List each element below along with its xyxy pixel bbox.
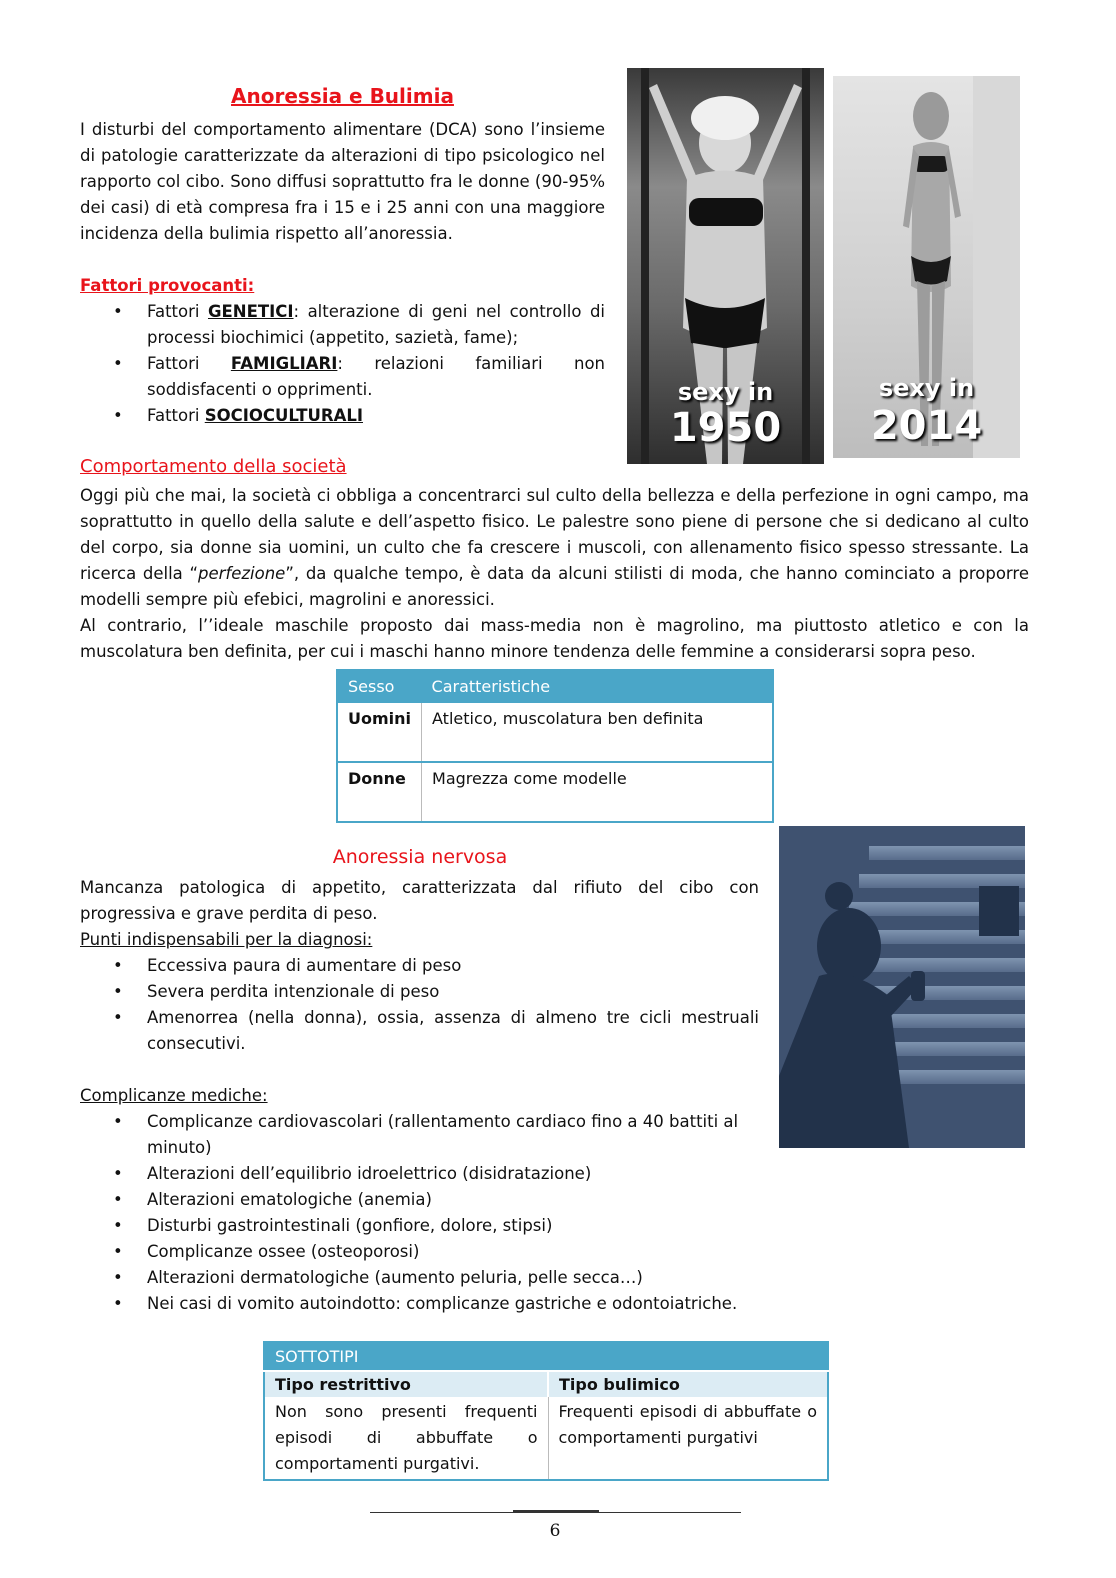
table-header-row bbox=[264, 1371, 828, 1397]
diagnosis-heading: Punti indispensabili per la diagnosi: bbox=[80, 930, 373, 949]
list-item: • Amenorrea (nella donna), ossia, assenza di almeno tre cicli mestruali consecutivi. bbox=[80, 1005, 759, 1057]
photo-2014-label-line1: sexy in bbox=[878, 374, 975, 402]
table-cell: Atletico, muscolatura ben definita bbox=[422, 702, 773, 762]
silhouette-photo bbox=[779, 826, 1025, 1148]
page-title: Anoressia e Bulimia bbox=[231, 84, 454, 108]
table-row bbox=[264, 1397, 828, 1480]
anorexia-definition: Mancanza patologica di appetito, caratterizzata dal rifiuto del cibo con progressiva e grave perdita di peso. bbox=[80, 878, 759, 923]
list-item: • Alterazioni dermatologiche (aumento peluria, pelle secca…) bbox=[80, 1265, 759, 1291]
table-cell: Donne bbox=[337, 762, 422, 822]
photo-1950-label-line1: sexy in bbox=[677, 378, 774, 406]
table-cell: Frequenti episodi di abbuffate o comportamenti purgativi bbox=[558, 1402, 817, 1447]
diagnosis-list bbox=[80, 953, 759, 1057]
gender-table bbox=[336, 669, 774, 823]
table-header-row bbox=[337, 670, 773, 702]
society-paragraph-1: Oggi più che mai, la società ci obbliga a concentrarci sul culto della bellezza e della perfezione in ogni campo, ma soprattutto in quello della salute e dell’aspetto fisico. Le palestre sono piene di persone che si dedicano al culto del corpo, sia donne sia uomini, un culto che fa crescere i muscoli, con allenamento fisico spesso stressante. La ricerca della “perfezione”, da qualche tempo, è data da alcuni stilisti di moda, che hanno cominciato a proporre modelli sempre più efebici, magrolini e anoressici. bbox=[80, 486, 1030, 609]
subtypes-table bbox=[263, 1341, 829, 1481]
list-item: • Severa perdita intenzionale di peso bbox=[80, 979, 759, 1005]
photo-2014-label-year: 2014 bbox=[870, 403, 983, 449]
table-header-cell: Sesso bbox=[337, 670, 422, 702]
page-number: 6 bbox=[549, 1521, 561, 1541]
table-header-row bbox=[264, 1342, 828, 1371]
table-cell: Magrezza come modelle bbox=[422, 762, 773, 822]
table-row bbox=[337, 762, 773, 822]
factors-heading: Fattori provocanti: bbox=[80, 276, 255, 295]
factors-list bbox=[80, 299, 605, 429]
society-heading: Comportamento della società bbox=[80, 456, 347, 477]
footer-rule bbox=[370, 1512, 741, 1513]
table-header-cell: Caratteristiche bbox=[422, 670, 773, 702]
society-paragraph-2: Al contrario, l’’ideale maschile proposto dai mass-media non è magrolino, ma piuttosto atletico e con la muscolatura ben definita, per cui i maschi hanno minore tendenza delle femmine a considerarsi sopra peso. bbox=[80, 616, 1029, 661]
photo-1950-label-year: 1950 bbox=[669, 405, 782, 451]
table-row bbox=[337, 702, 773, 762]
list-item: • Complicanze cardiovascolari (rallentamento cardiaco fino a 40 battiti al minuto) bbox=[80, 1109, 759, 1161]
table-cell: Non sono presenti frequenti episodi di abbuffate o comportamenti purgativi. bbox=[264, 1397, 548, 1480]
anorexia-title: Anoressia nervosa bbox=[332, 846, 508, 868]
list-item: • Fattori SOCIOCULTURALI bbox=[80, 403, 605, 429]
list-item: • Complicanze ossee (osteoporosi) bbox=[80, 1239, 759, 1265]
intro-paragraph: I disturbi del comportamento alimentare (DCA) sono l’insieme di patologie caratterizzate da alterazioni di tipo psicologico nel rapporto col cibo. Sono diffusi soprattutto fra le donne (90-95% dei casi) di età compresa fra i 15 e i 25 anni con una maggiore incidenza della bulimia rispetto all’anoressia. bbox=[80, 120, 605, 243]
list-item: • Disturbi gastrointestinali (gonfiore, dolore, stipsi) bbox=[80, 1213, 759, 1239]
list-item: • Nei casi di vomito autoindotto: complicanze gastriche e odontoiatriche. bbox=[80, 1291, 759, 1317]
table-header-cell: SOTTOTIPI bbox=[264, 1342, 828, 1371]
complications-heading: Complicanze mediche: bbox=[80, 1086, 268, 1105]
table-header-cell: Tipo bulimico bbox=[548, 1371, 828, 1397]
photo-2014 bbox=[833, 76, 1020, 458]
table-cell: Uomini bbox=[337, 702, 422, 762]
photo-1950 bbox=[627, 68, 824, 464]
list-item: • Fattori FAMIGLIARI: relazioni familiari non soddisfacenti o opprimenti. bbox=[80, 351, 605, 403]
complications-list bbox=[80, 1109, 759, 1317]
list-item: • Eccessiva paura di aumentare di peso bbox=[80, 953, 759, 979]
footer-rule-accent bbox=[513, 1510, 599, 1512]
list-item: • Fattori GENETICI: alterazione di geni nel controllo di processi biochimici (appetito, sazietà, fame); bbox=[80, 299, 605, 351]
list-item: • Alterazioni ematologiche (anemia) bbox=[80, 1187, 759, 1213]
list-item: • Alterazioni dell’equilibrio idroelettrico (disidratazione) bbox=[80, 1161, 759, 1187]
table-header-cell: Tipo restrittivo bbox=[264, 1371, 548, 1397]
